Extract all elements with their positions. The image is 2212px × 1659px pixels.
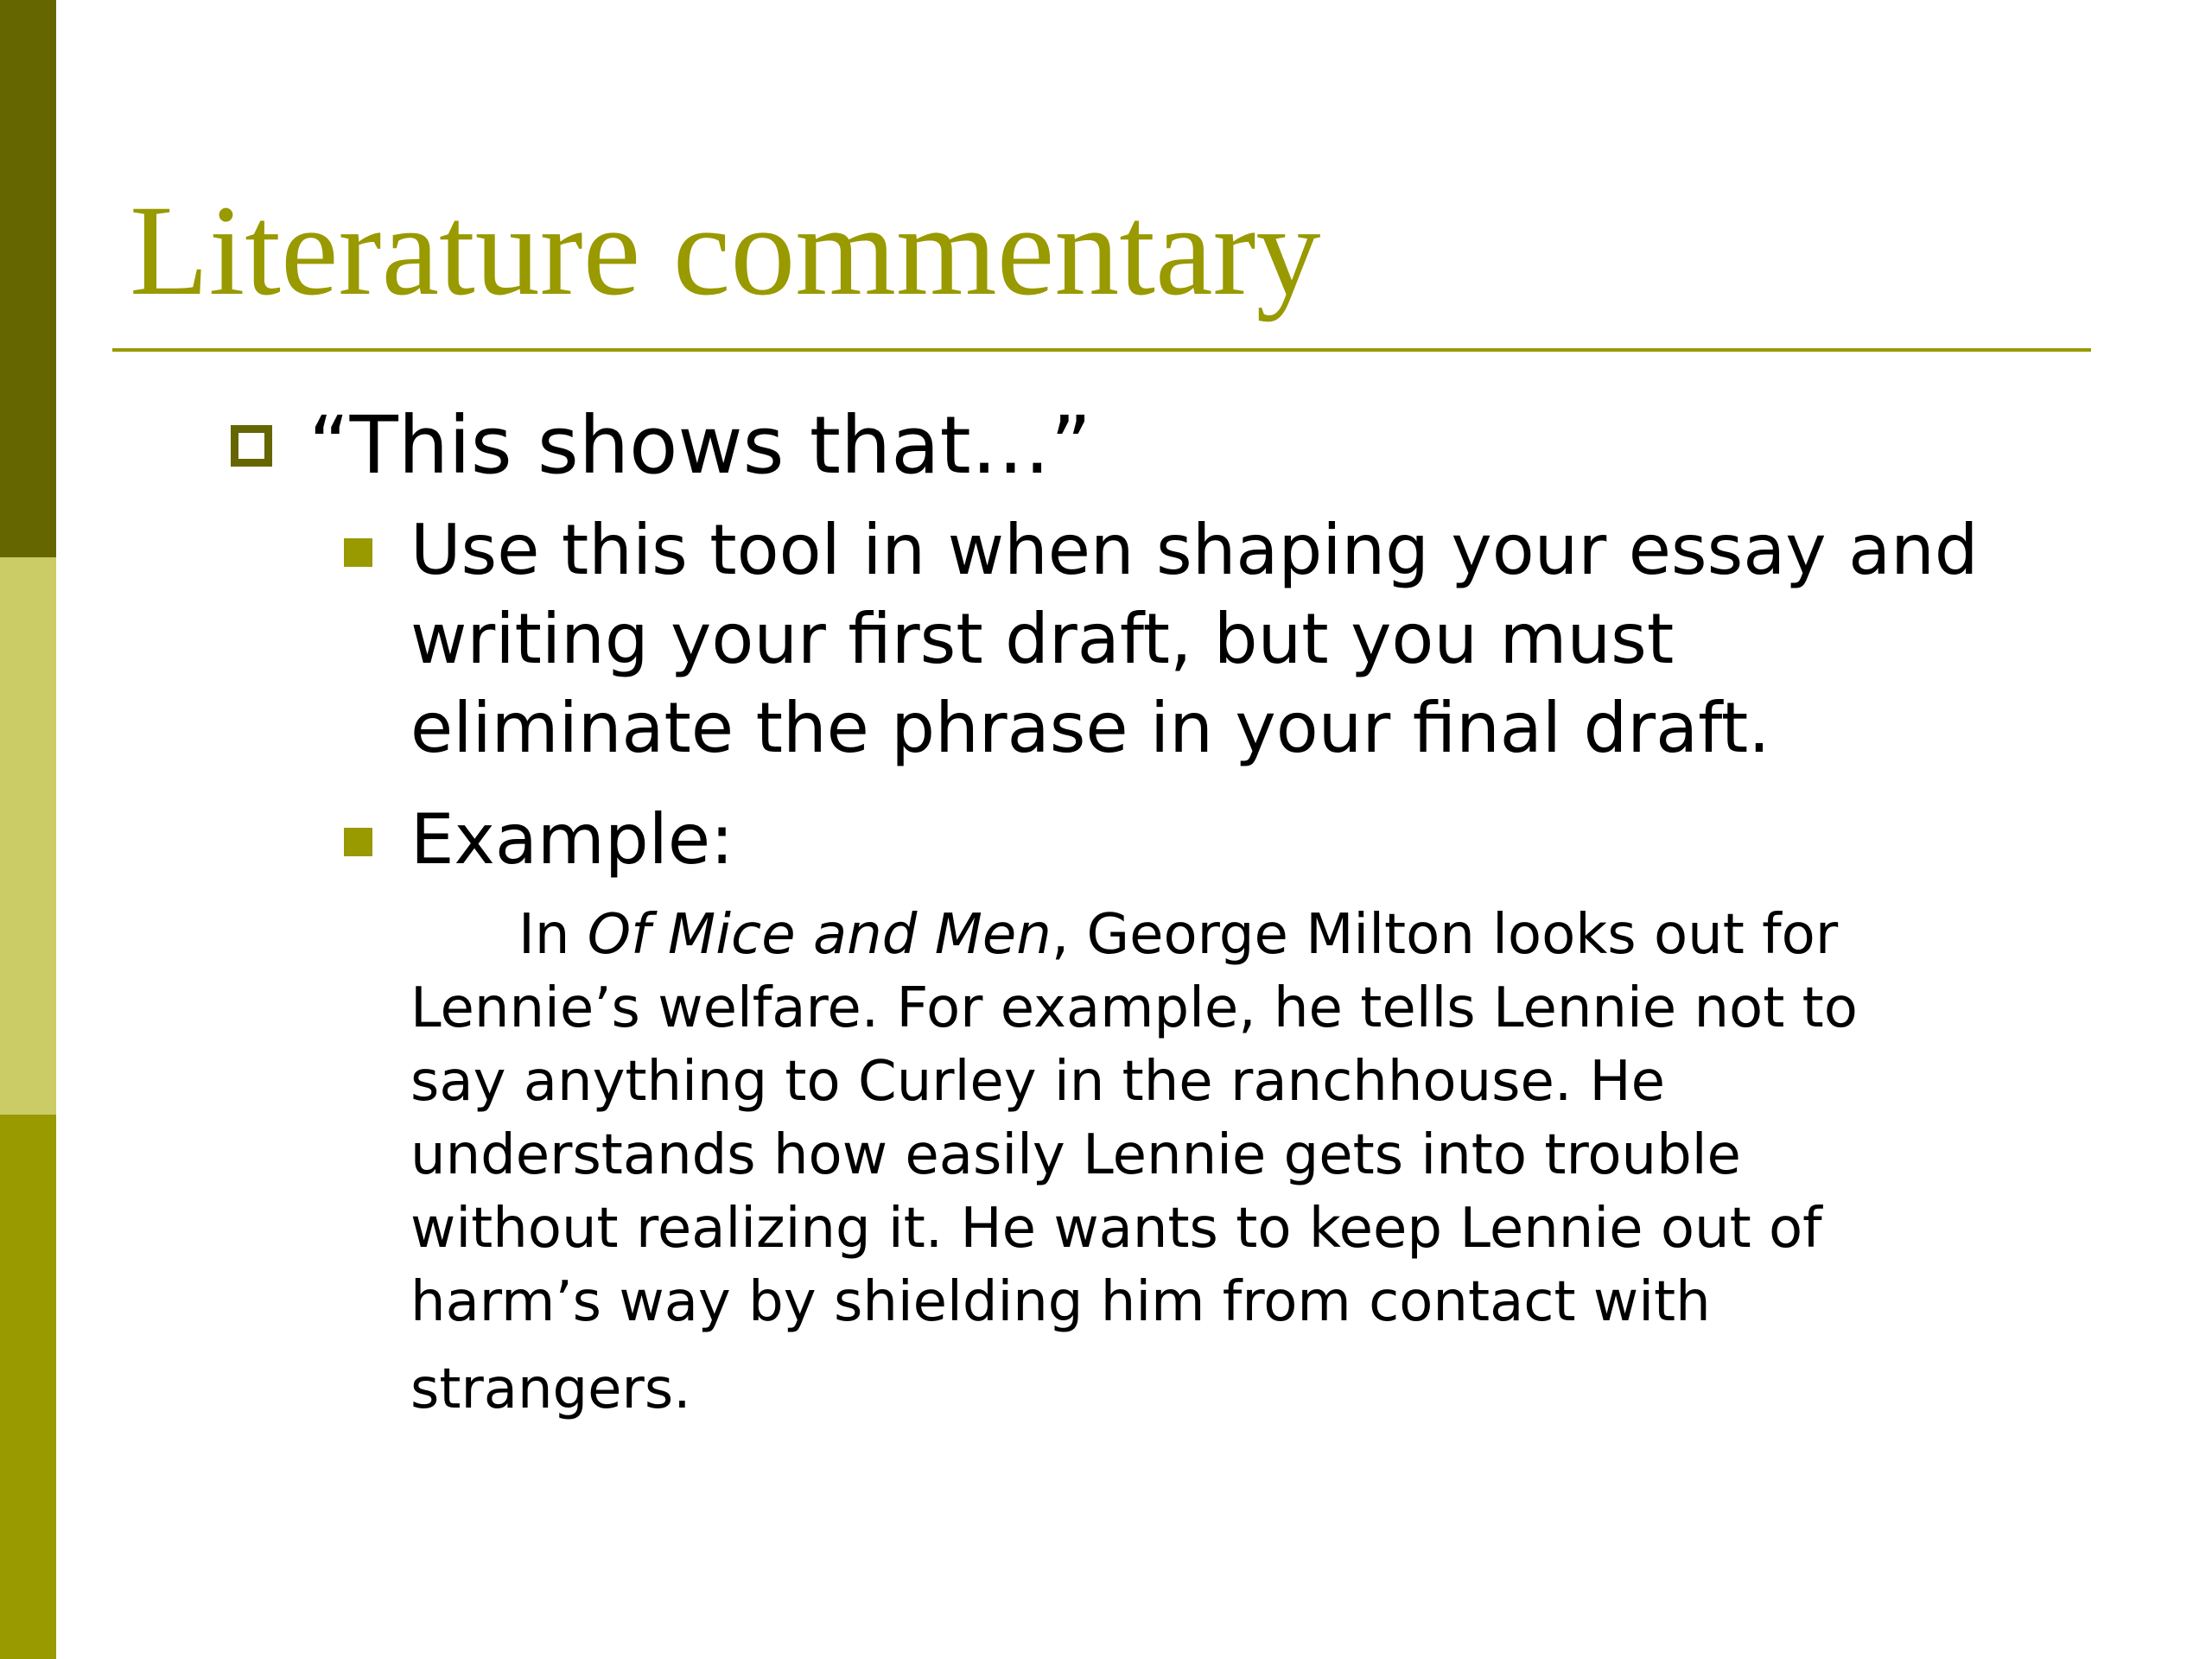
example-line <box>410 899 2139 972</box>
example-line: strangers. <box>410 1357 691 1421</box>
filled-square-bullet-icon <box>344 538 372 567</box>
example-line1-rest: , George Milton looks out for <box>1051 903 1839 967</box>
example-line: harm’s way by shielding him from contact with <box>410 1270 1711 1334</box>
example-line: without realizing it. He wants to keep Lennie out of <box>410 1197 1822 1261</box>
example-lead: In <box>518 903 588 967</box>
bullet-level1 <box>231 400 1091 492</box>
bullet-level1-text: “This shows that…” <box>308 399 1092 492</box>
filled-square-bullet-icon <box>344 828 372 856</box>
example-line: understands how easily Lennie gets into trouble <box>410 1123 1741 1187</box>
side-bar-segment-light <box>0 557 56 1115</box>
side-bar-segment-dark <box>0 0 56 557</box>
slide-title: Literature commentary <box>130 179 1321 322</box>
book-title: Of Mice and Men <box>587 903 1052 967</box>
example-paragraph <box>410 899 2139 1427</box>
title-underline <box>112 348 2091 352</box>
hollow-square-bullet-icon <box>231 425 272 467</box>
sub-bullet-usage <box>410 505 1979 772</box>
side-color-bar <box>0 0 56 1659</box>
example-line: say anything to Curley in the ranchhouse. He <box>410 1050 1666 1114</box>
example-line: Lennie’s welfare. For example, he tells Lennie not to <box>410 976 1858 1040</box>
side-bar-segment-olive <box>0 1115 56 1659</box>
sub-bullet-example-label: Example: <box>410 799 734 880</box>
sub-bullet-line: Use this tool in when shaping your essay and <box>410 510 1979 590</box>
sub-bullet-line: eliminate the phrase in your final draft. <box>410 688 1770 768</box>
sub-bullet-line: writing your first draft, but you must <box>410 599 1675 679</box>
